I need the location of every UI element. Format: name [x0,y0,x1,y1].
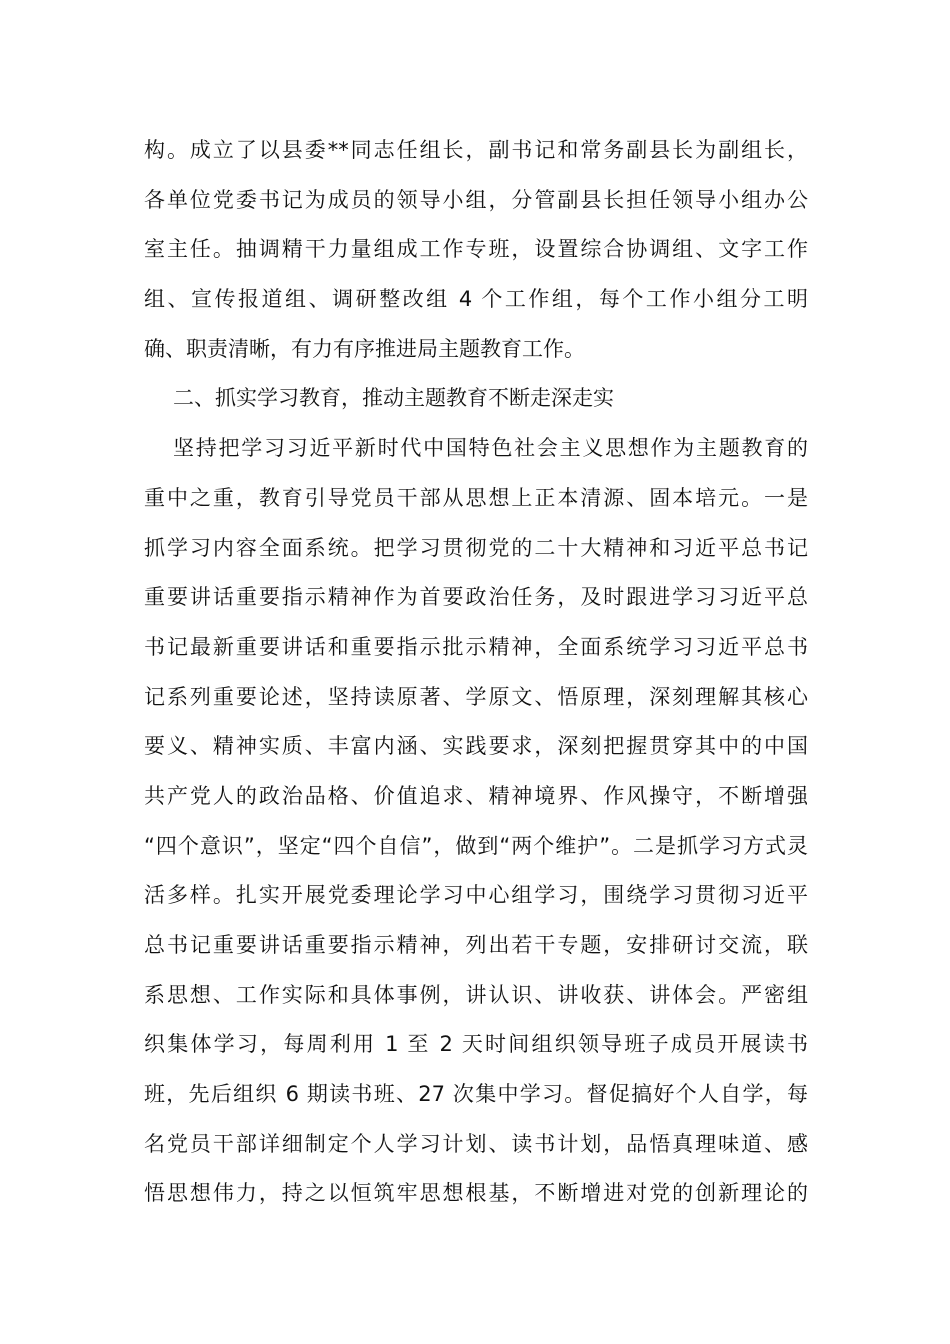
text-line: 共产党人的政治品格、价值追求、精神境界、作风操守，不断增强 [144,783,808,808]
text-line: 名党员干部详细制定个人学习计划、读书计划，品悟真理味道、感 [144,1131,808,1156]
text-line: 活多样。扎实开展党委理论学习中心组学习，围绕学习贯彻习近平 [144,883,808,908]
text-line: 悟思想伟力，持之以恒筑牢思想根基，不断增进对党的创新理论的 [144,1181,808,1206]
text-line: 书记最新重要讲话和重要指示批示精神，全面系统学习习近平总书 [144,634,808,659]
text-line: 抓学习内容全面系统。把学习贯彻党的二十大精神和习近平总书记 [144,535,808,560]
body-text [144,126,808,1219]
paragraph-first-line: 坚持把学习习近平新时代中国特色社会主义思想作为主题教育的 [173,436,808,461]
text-line: 要义、精神实质、丰富内涵、实践要求，深刻把握贯穿其中的中国 [144,734,808,759]
section-heading: 二、抓实学习教育，推动主题教育不断走深走实 [173,386,614,411]
text-line: 织集体学习，每周利用 1 至 2 天时间组织领导班子成员开展读书 [144,1032,808,1057]
text-line: 重中之重，教育引导党员干部从思想上正本清源、固本培元。一是 [144,485,808,510]
text-line: 班，先后组织 6 期读书班、27 次集中学习。督促搞好个人自学，每 [144,1082,808,1107]
text-line: “四个意识”，坚定“四个自信”，做到“两个维护”。二是抓学习方式灵 [144,833,808,858]
text-line: 重要讲话重要指示精神作为首要政治任务，及时跟进学习习近平总 [144,585,808,610]
text-line: 组、宣传报道组、调研整改组 4 个工作组，每个工作小组分工明 [144,287,808,312]
text-line: 确、职责清晰，有力有序推进局主题教育工作。 [144,336,585,361]
text-line: 总书记重要讲话重要指示精神，列出若干专题，安排研讨交流，联 [144,933,808,957]
text-line: 构。成立了以县委**同志任组长，副书记和常务副县长为副组长， [144,138,808,162]
text-line: 室主任。抽调精干力量组成工作专班，设置综合协调组、文字工作 [144,237,808,262]
text-line: 记系列重要论述，坚持读原著、学原文、悟原理，深刻理解其核心 [144,684,808,709]
text-line: 系思想、工作实际和具体事例，讲认识、讲收获、讲体会。严密组 [144,982,808,1007]
text-line: 各单位党委书记为成员的领导小组，分管副县长担任领导小组办公 [144,187,808,212]
